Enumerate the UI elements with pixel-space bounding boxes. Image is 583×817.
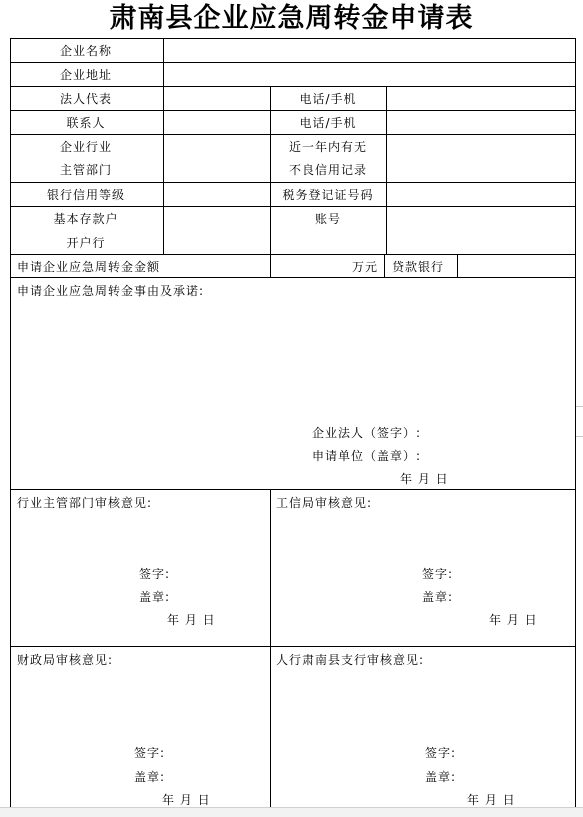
label-apply-amount: 申请企业应急周转金金额: [17, 260, 161, 274]
reason-heading: 申请企业应急周转金事由及承诺:: [17, 284, 205, 298]
label-unit-wan: 万元: [352, 260, 379, 274]
col-divider: [457, 254, 458, 278]
row-divider: [10, 86, 576, 87]
finance-review-heading: 财政局审核意见:: [17, 653, 114, 667]
finance-review-date: 年 月 日: [162, 793, 211, 807]
label-tax-reg-no: 税务登记证号码: [282, 188, 374, 202]
gongxin-review-seal: 盖章:: [422, 590, 454, 604]
industry-review-date: 年 月 日: [167, 613, 216, 627]
finance-review-seal: 盖章:: [134, 770, 166, 784]
row-divider: [10, 206, 576, 207]
label-industry-line1: 企业行业: [59, 140, 113, 154]
label-phone-2: 电话/手机: [299, 116, 357, 130]
label-company-name: 企业名称: [59, 44, 113, 58]
reason-date: 年 月 日: [400, 472, 449, 486]
finance-review-sign: 签字:: [134, 746, 166, 760]
row-divider: [10, 110, 576, 111]
page-edge-marker: [576, 406, 583, 407]
unit-seal-line: 申请单位（盖章）:: [312, 449, 422, 463]
label-bad-credit-line1: 近一年内有无: [288, 140, 368, 154]
gongxin-review-sign: 签字:: [422, 567, 454, 581]
form-title: 肃南县企业应急周转金申请表: [109, 3, 474, 34]
pboc-review-heading: 人行肃南县支行审核意见:: [276, 653, 425, 667]
table-border-right: [575, 38, 576, 810]
label-legal-rep: 法人代表: [59, 92, 113, 106]
label-bad-credit-line2: 不良信用记录: [288, 163, 368, 177]
label-industry-line2: 主管部门: [59, 163, 113, 177]
page-edge-marker: [576, 436, 583, 437]
legal-sign-line: 企业法人（签字）:: [312, 426, 422, 440]
col-divider: [384, 254, 385, 278]
label-bank-credit-grade: 银行信用等级: [46, 188, 126, 202]
row-divider: [10, 646, 576, 647]
col-divider: [270, 86, 271, 278]
label-account-no: 账号: [314, 212, 342, 226]
row-divider: [10, 254, 576, 255]
gongxin-review-heading: 工信局审核意见:: [276, 496, 373, 510]
label-phone-1: 电话/手机: [299, 92, 357, 106]
row-divider: [10, 134, 576, 135]
table-border-top: [10, 38, 576, 39]
label-loan-bank: 贷款银行: [392, 260, 445, 274]
label-company-address: 企业地址: [59, 68, 113, 82]
pboc-review-seal: 盖章:: [425, 770, 457, 784]
label-contact: 联系人: [66, 116, 106, 130]
pboc-review-date: 年 月 日: [467, 793, 516, 807]
col-divider: [386, 86, 387, 255]
pboc-review-sign: 签字:: [425, 746, 457, 760]
industry-review-sign: 签字:: [139, 567, 171, 581]
gongxin-review-date: 年 月 日: [489, 613, 538, 627]
row-divider: [10, 277, 576, 278]
col-divider: [163, 38, 164, 255]
label-basic-account-line1: 基本存款户: [53, 212, 119, 226]
row-divider: [10, 182, 576, 183]
col-divider: [270, 489, 271, 810]
row-divider: [10, 489, 576, 490]
industry-review-seal: 盖章:: [139, 590, 171, 604]
table-border-left: [10, 38, 11, 810]
industry-review-heading: 行业主管部门审核意见:: [17, 496, 153, 510]
row-divider: [10, 62, 576, 63]
label-basic-account-line2: 开户行: [66, 236, 106, 250]
